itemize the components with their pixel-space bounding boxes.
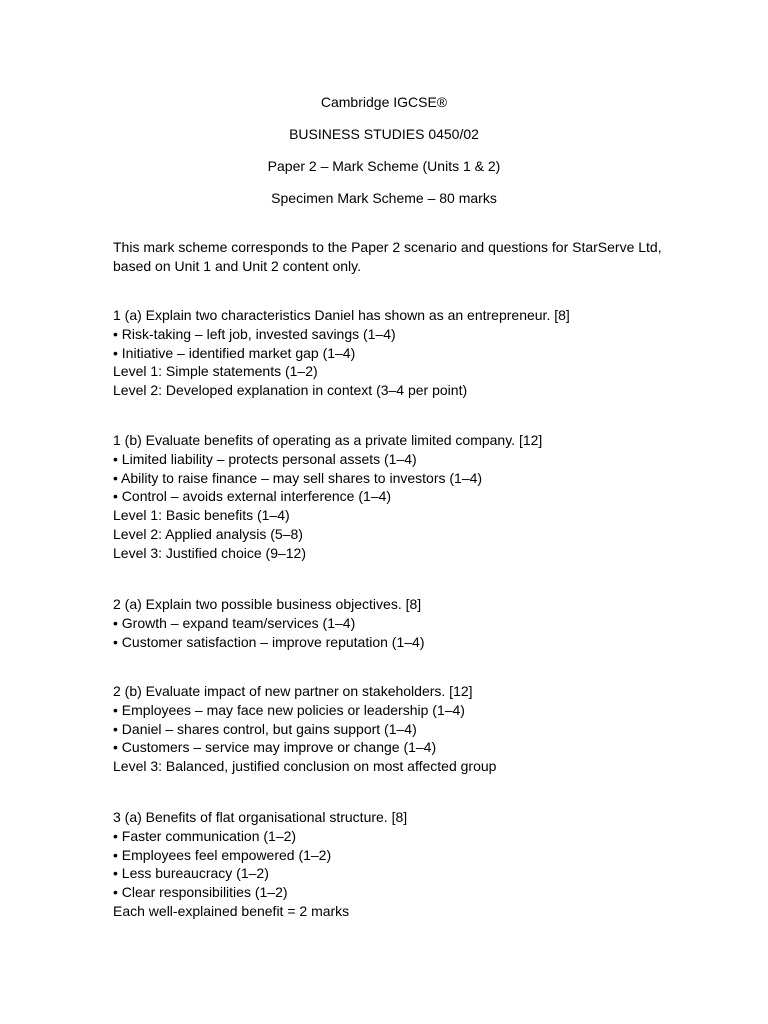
level-descriptor: Level 3: Balanced, justified conclusion on most affected group	[113, 758, 497, 775]
question-section-1b	[113, 431, 713, 563]
question-heading: 2 (b) Evaluate impact of new partner on stakeholders. [12]	[113, 683, 473, 699]
mark-point: • Control – avoids external interference (1–4)	[113, 488, 392, 505]
mark-point: • Ability to raise finance – may sell shares to investors (1–4)	[113, 469, 483, 486]
question-section-2b	[113, 682, 713, 776]
exam-board-title: Cambridge IGCSE®	[320, 94, 448, 110]
intro-line: This mark scheme corresponds to the Paper 2 scenario and questions for StarServe Ltd,	[113, 239, 662, 255]
paper-title: Paper 2 – Mark Scheme (Units 1 & 2)	[267, 158, 501, 174]
question-heading: 1 (a) Explain two characteristics Daniel has shown as an entrepreneur. [8]	[113, 307, 570, 323]
marking-note: Each well-explained benefit = 2 marks	[113, 902, 350, 919]
mark-point: • Growth – expand team/services (1–4)	[113, 614, 356, 631]
mark-point: • Risk-taking – left job, invested savings (1–4)	[113, 325, 396, 342]
question-section-3a	[113, 808, 713, 921]
mark-point: • Initiative – identified market gap (1–4)	[113, 344, 356, 361]
level-descriptor: Level 1: Simple statements (1–2)	[113, 363, 318, 380]
document-header	[0, 93, 768, 221]
mark-point: • Daniel – shares control, but gains support (1–4)	[113, 720, 417, 737]
mark-point: • Employees feel empowered (1–2)	[113, 846, 332, 863]
question-section-2a	[113, 595, 713, 651]
mark-point: • Customer satisfaction – improve reputation (1–4)	[113, 633, 425, 650]
question-section-1a	[113, 306, 713, 400]
question-heading: 3 (a) Benefits of flat organisational structure. [8]	[113, 809, 408, 825]
level-descriptor: Level 3: Justified choice (9–12)	[113, 544, 306, 561]
intro-line: based on Unit 1 and Unit 2 content only.	[113, 258, 362, 274]
mark-point: • Customers – service may improve or change (1–4)	[113, 739, 437, 756]
question-heading: 1 (b) Evaluate benefits of operating as a private limited company. [12]	[113, 432, 543, 448]
question-heading: 2 (a) Explain two possible business objectives. [8]	[113, 596, 422, 612]
scheme-title: Specimen Mark Scheme – 80 marks	[271, 190, 497, 206]
level-descriptor: Level 2: Applied analysis (5–8)	[113, 525, 303, 542]
level-descriptor: Level 2: Developed explanation in context (3–4 per point)	[113, 382, 468, 399]
mark-point: • Limited liability – protects personal assets (1–4)	[113, 450, 417, 467]
subject-title: BUSINESS STUDIES 0450/02	[289, 126, 479, 142]
mark-point: • Less bureaucracy (1–2)	[113, 865, 269, 882]
mark-point: • Clear responsibilities (1–2)	[113, 884, 288, 901]
mark-point: • Faster communication (1–2)	[113, 827, 297, 844]
level-descriptor: Level 1: Basic benefits (1–4)	[113, 507, 290, 524]
intro-paragraph	[113, 238, 673, 276]
mark-point: • Employees – may face new policies or leadership (1–4)	[113, 701, 465, 718]
